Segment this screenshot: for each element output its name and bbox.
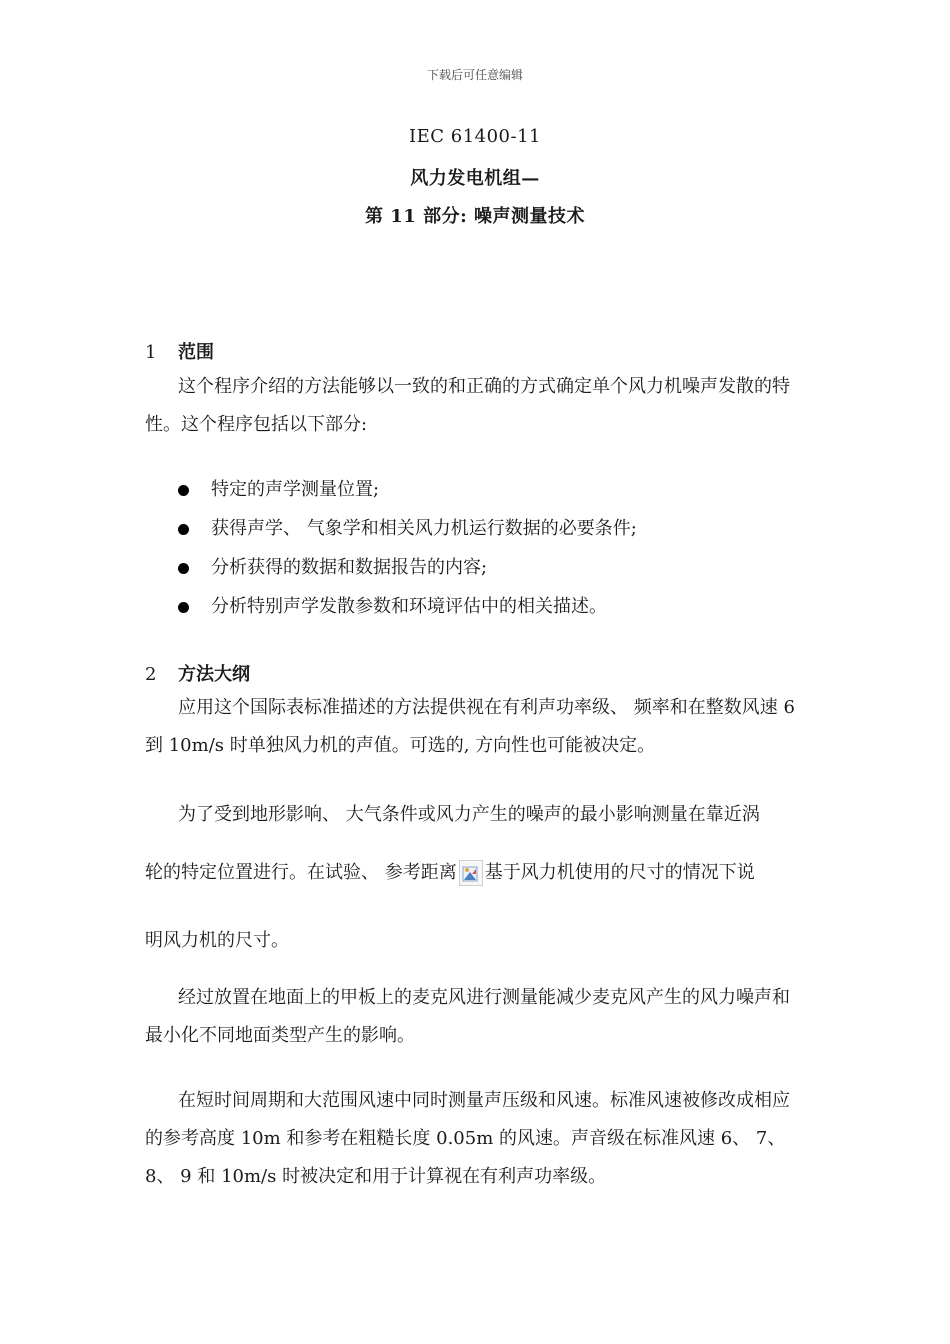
section-1-title: 范围 bbox=[178, 342, 214, 363]
section-2-paragraph-2-line-3: 明风力机的尺寸。 bbox=[145, 930, 289, 951]
bullet-item bbox=[178, 515, 637, 543]
section-2-heading bbox=[145, 660, 250, 686]
section-2-paragraph-3: 经过放置在地面上的甲板上的麦克风进行测量能减少麦克风产生的风力噪声和最小化不同地面类型产生的影响。 bbox=[145, 987, 790, 1046]
section-2-number: 2 bbox=[145, 664, 157, 685]
section-1-number: 1 bbox=[145, 342, 157, 363]
bullet-item bbox=[178, 593, 607, 621]
header-note: 下载后可任意编辑 bbox=[426, 68, 523, 82]
section-2-title: 方法大纲 bbox=[178, 664, 250, 685]
doc-title-line2: 风力发电机组— bbox=[410, 168, 540, 189]
section-1-heading bbox=[145, 338, 214, 364]
section-2-paragraph-1: 应用这个国际表标准描述的方法提供视在有利声功率级、 频率和在整数风速 6 到 10m/s 时单独风力机的声值。可选的, 方向性也可能被决定。 bbox=[145, 697, 795, 756]
paragraph-2-text-a: 轮的特定位置进行。在试验、 参考距离 bbox=[145, 862, 457, 883]
bullet-item bbox=[178, 554, 487, 582]
bullet-dot-icon bbox=[178, 602, 189, 613]
bullet-text: 获得声学、 气象学和相关风力机运行数据的必要条件; bbox=[211, 518, 637, 539]
bullet-text: 分析特别声学发散参数和环境评估中的相关描述。 bbox=[211, 596, 607, 617]
section-2-paragraph-2-line-1: 为了受到地形影响、 大气条件或风力产生的噪声的最小影响测量在靠近涡 bbox=[178, 804, 760, 825]
bullet-text: 分析获得的数据和数据报告的内容; bbox=[211, 557, 488, 578]
bullet-item bbox=[178, 476, 379, 504]
bullet-dot-icon bbox=[178, 485, 189, 496]
bullet-dot-icon bbox=[178, 563, 189, 574]
section-1-paragraph: 这个程序介绍的方法能够以一致的和正确的方式确定单个风力机噪声发散的特性。这个程序包括以下部分: bbox=[145, 376, 790, 435]
section-2-paragraph-2-line-2 bbox=[145, 858, 755, 886]
doc-code: IEC 61400-11 bbox=[409, 126, 541, 147]
doc-title-line3: 第 11 部分: 噪声测量技术 bbox=[365, 206, 585, 227]
paragraph-2-text-b: 基于风力机使用的尺寸的情况下说 bbox=[484, 862, 755, 883]
bullet-text: 特定的声学测量位置; bbox=[211, 479, 380, 500]
bullet-dot-icon bbox=[178, 524, 189, 535]
section-2-paragraph-4: 在短时间周期和大范围风速中同时测量声压级和风速。标准风速被修改成相应的参考高度 10m 和参考在粗糙长度 0.05m 的风速。声音级在标准风速 6、 7、 8、 9 和 10m/s 时被决定和用于计算视在有利声功率级。 bbox=[145, 1090, 790, 1187]
broken-image-icon bbox=[459, 860, 483, 886]
